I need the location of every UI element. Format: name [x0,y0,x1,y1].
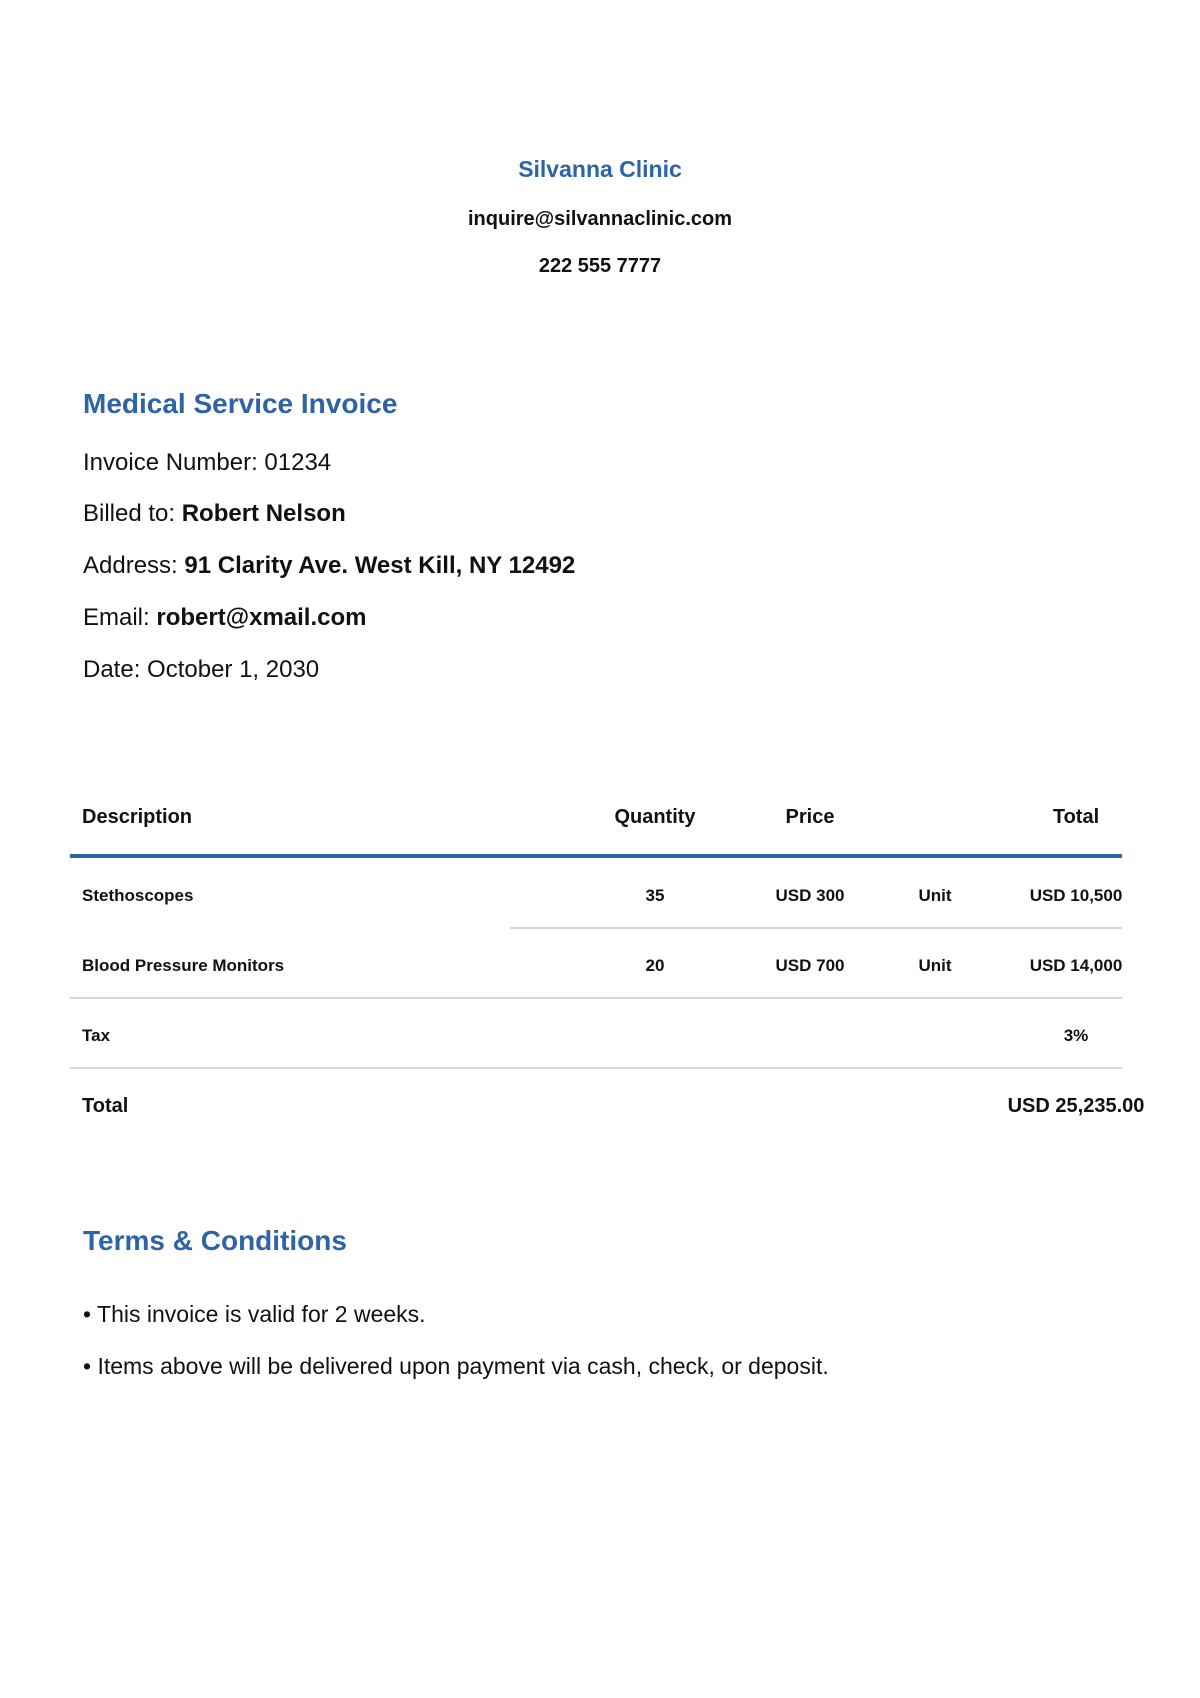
terms-item [83,1301,426,1328]
billed-to-line [83,500,346,528]
row-price: USD 300 [775,886,845,905]
header-quantity: Quantity [614,806,696,828]
date-line [83,656,319,684]
row-description: Stethoscopes [82,886,194,905]
email-value: robert@xmail.com [156,604,367,631]
invoice-number-label: Invoice Number: [83,449,265,476]
row-quantity: 20 [645,956,665,975]
invoice-title: Medical Service Invoice [83,388,398,419]
row-quantity: 35 [645,886,665,905]
table-header [70,795,1122,855]
clinic-email: inquire@silvannaclinic.com [467,208,733,230]
date-value: October 1, 2030 [147,656,320,683]
terms-item [83,1353,829,1380]
email-line [83,604,367,632]
address-value: 91 Clarity Ave. West Kill, NY 12492 [184,552,576,579]
clinic-phone: 222 555 7777 [538,255,662,277]
tax-value: 3% [1063,1026,1089,1045]
billed-to-name: Robert Nelson [181,500,346,527]
terms-item-text: Items above will be delivered upon payment via cash, check, or deposit. [97,1353,829,1379]
address-line [83,552,575,580]
header-divider [70,854,1122,858]
header-description: Description [82,806,193,828]
row-description: Blood Pressure Monitors [82,956,285,975]
address-label: Address: [83,552,185,579]
row-unit: Unit [918,886,952,905]
clinic-name: Silvanna Clinic [518,156,682,182]
invoice-number: 01234 [264,449,332,476]
terms-item-text: This invoice is valid for 2 weeks. [97,1301,426,1327]
header-total: Total [1052,806,1100,828]
bullet-icon: • [83,1353,98,1379]
tax-label: Tax [82,1026,111,1045]
invoice-table [70,795,1145,1139]
row-total: USD 10,500 [1029,886,1123,905]
row-total: USD 14,000 [1029,956,1123,975]
row-price: USD 700 [775,956,845,975]
tax-row [70,999,1122,1069]
table-row [70,859,1122,929]
billed-to-label: Billed to: [83,500,182,527]
date-label: Date: [83,656,148,683]
grand-total-value: USD 25,235.00 [1007,1095,1145,1117]
grand-total-label: Total [82,1095,129,1117]
email-label: Email: [83,604,157,631]
invoice-number-line [83,449,331,477]
bullet-icon: • [83,1301,98,1327]
terms-title: Terms & Conditions [83,1225,347,1256]
header-price: Price [785,806,835,828]
grand-total-row [70,1069,1145,1139]
table-row [70,929,1122,999]
row-unit: Unit [918,956,952,975]
